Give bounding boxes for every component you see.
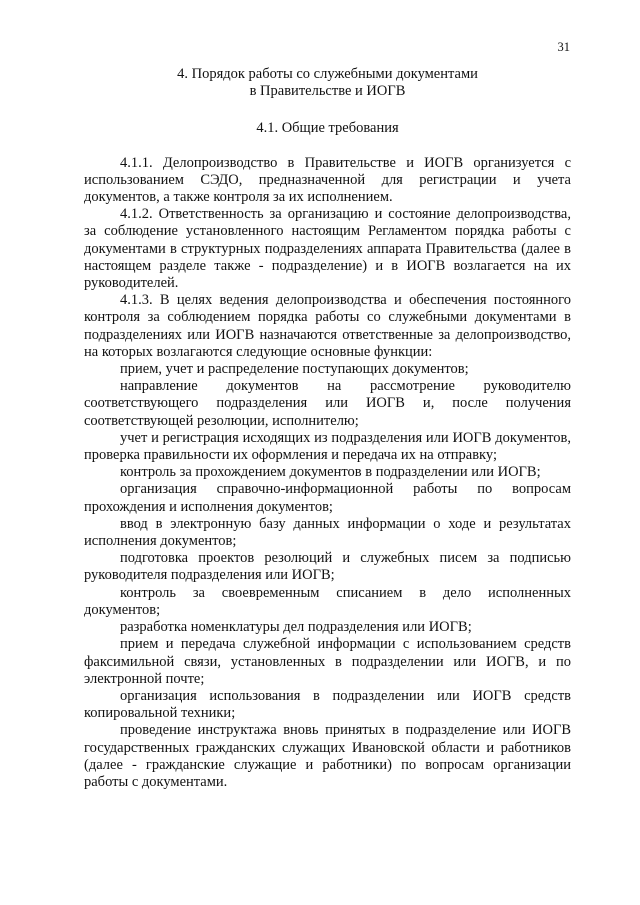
paragraph-4-1-1: 4.1.1. Делопроизводство в Правительстве и ИОГВ организуется с использованием СЭДО, предназначенной для регистрации и учета документов, а также контроля за их исполнением.: [84, 154, 571, 206]
paragraph-4-1-3: 4.1.3. В целях ведения делопроизводства и обеспечения постоянного контроля за соблюдением порядка работы со служебными документами в подразделениях или ИОГВ назначаются ответственные за делопроизводство, на которых возлагаются следующие основные функции:: [84, 292, 571, 360]
function-item-nomenclature: разработка номенклатуры дел подразделения или ИОГВ;: [120, 619, 472, 636]
subsection-title: 4.1. Общие требования: [256, 120, 399, 137]
function-item-draft-resolutions: подготовка проектов резолюций и служебных писем за подписью руководителя подразделения или ИОГВ;: [84, 550, 571, 584]
function-item-control: контроль за прохождением документов в подразделении или ИОГВ;: [120, 464, 541, 481]
function-item-receipt: прием, учет и распределение поступающих документов;: [120, 361, 469, 378]
function-item-outgoing: учет и регистрация исходящих из подразделения или ИОГВ документов, проверка правильности их оформления и передача их на отправку;: [84, 429, 571, 464]
function-item-fax-email: прием и передача служебной информации с использованием средств факсимильной связи, установленных в подразделении или ИОГВ, и по электронной почте;: [84, 636, 571, 687]
section-title-line-2: в Правительстве и ИОГВ: [249, 83, 406, 100]
page-number: 31: [557, 40, 570, 54]
section-title-line-1: 4. Порядок работы со служебными документами: [177, 66, 478, 82]
function-item-briefing: проведение инструктажа вновь принятых в подразделение или ИОГВ государственных гражданских служащих Ивановской области и работников (далее - гражданские служащие и работники) по вопросам организации работы с документами.: [84, 722, 571, 790]
document-body: [84, 66, 571, 791]
function-item-copying: организация использования в подразделении или ИОГВ средств копировальной техники;: [84, 687, 571, 722]
function-item-routing: направление документов на рассмотрение руководителю соответствующего подразделения или ИОГВ и, после получения соответствующей резолюции, исполнителю;: [84, 378, 571, 429]
function-item-reference-work: организация справочно-информационной работы по вопросам прохождения и исполнения документов;: [84, 481, 571, 515]
paragraph-4-1-2: 4.1.2. Ответственность за организацию и состояние делопроизводства, за соблюдение установленного настоящим Регламентом порядка работы с документами в структурных подразделениях аппарата Правительства (далее в настоящем разделе также - подразделение) и в ИОГВ возлагается на их руководителей.: [84, 206, 571, 292]
section-title: [84, 66, 571, 100]
function-item-database-entry: ввод в электронную базу данных информации о ходе и результатах исполнения документов;: [84, 515, 571, 550]
function-item-filing-control: контроль за своевременным списанием в дело исполненных документов;: [84, 584, 571, 618]
